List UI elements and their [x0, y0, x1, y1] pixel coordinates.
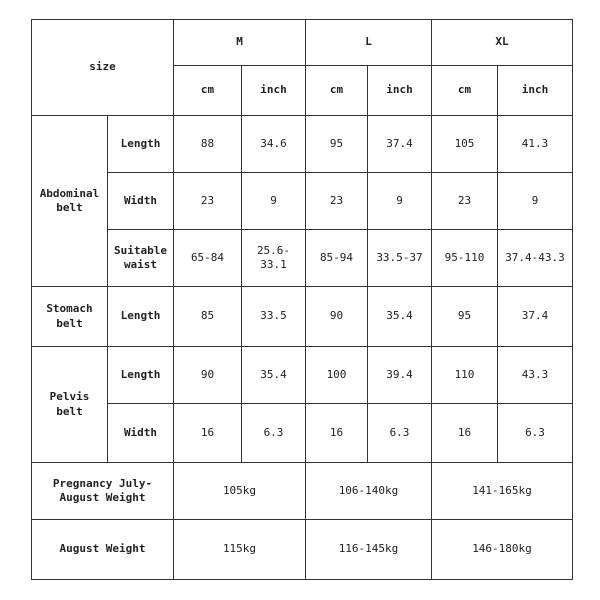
table-cell: 39.4 — [368, 347, 432, 404]
table-cell: 115kg — [174, 520, 306, 580]
table-cell: 100 — [306, 347, 368, 404]
size-header-xl: XL — [432, 20, 573, 66]
table-row — [32, 520, 573, 580]
table-cell: 141-165kg — [432, 463, 573, 520]
table-cell: 88 — [174, 116, 242, 173]
table-cell: 105kg — [174, 463, 306, 520]
table-cell: 16 — [174, 404, 242, 463]
size-chart-table — [31, 19, 573, 580]
table-cell: 41.3 — [498, 116, 573, 173]
table-cell: 34.6 — [242, 116, 306, 173]
unit-header: inch — [368, 66, 432, 116]
table-cell: 95 — [306, 116, 368, 173]
table-cell: 43.3 — [498, 347, 573, 404]
table-cell: 37.4 — [368, 116, 432, 173]
table-row — [32, 116, 573, 173]
table-cell: 65-84 — [174, 230, 242, 287]
measure-label: Width — [108, 173, 174, 230]
measure-label: Length — [108, 116, 174, 173]
table-cell: 25.6-33.1 — [242, 230, 306, 287]
pelvis-belt-label: Pelvis belt — [32, 347, 108, 463]
measure-label: Length — [108, 287, 174, 347]
table-cell: 85 — [174, 287, 242, 347]
unit-header: cm — [174, 66, 242, 116]
table-row — [32, 173, 573, 230]
table-cell: 85-94 — [306, 230, 368, 287]
table-row — [32, 463, 573, 520]
table-cell: 90 — [306, 287, 368, 347]
unit-header: inch — [242, 66, 306, 116]
table-cell: 23 — [432, 173, 498, 230]
table-cell: 6.3 — [498, 404, 573, 463]
table-cell: 37.4 — [498, 287, 573, 347]
header-row-sizes — [32, 20, 573, 66]
measure-label: Length — [108, 347, 174, 404]
table-cell: 110 — [432, 347, 498, 404]
table-row — [32, 347, 573, 404]
table-cell: 16 — [306, 404, 368, 463]
abdominal-belt-label: Abdominal belt — [32, 116, 108, 287]
table-cell: 33.5-37 — [368, 230, 432, 287]
table-cell: 106-140kg — [306, 463, 432, 520]
table-cell: 33.5 — [242, 287, 306, 347]
table-cell: 16 — [432, 404, 498, 463]
table-cell: 116-145kg — [306, 520, 432, 580]
unit-header: cm — [306, 66, 368, 116]
stomach-belt-label: Stomach belt — [32, 287, 108, 347]
table-cell: 23 — [306, 173, 368, 230]
table-cell: 105 — [432, 116, 498, 173]
size-header-m: M — [174, 20, 306, 66]
weight-label: Pregnancy July-August Weight — [32, 463, 174, 520]
unit-header: cm — [432, 66, 498, 116]
table-cell: 23 — [174, 173, 242, 230]
table-cell: 9 — [498, 173, 573, 230]
unit-header: inch — [498, 66, 573, 116]
measure-label: Suitable waist — [108, 230, 174, 287]
table-cell: 95-110 — [432, 230, 498, 287]
size-corner-label: size — [32, 20, 174, 116]
table-cell: 95 — [432, 287, 498, 347]
table-row — [32, 404, 573, 463]
table-cell: 35.4 — [368, 287, 432, 347]
table-cell: 9 — [242, 173, 306, 230]
table-cell: 6.3 — [368, 404, 432, 463]
table-cell: 6.3 — [242, 404, 306, 463]
table-cell: 35.4 — [242, 347, 306, 404]
table-cell: 9 — [368, 173, 432, 230]
table-row — [32, 230, 573, 287]
table-cell: 90 — [174, 347, 242, 404]
measure-label: Width — [108, 404, 174, 463]
table-row — [32, 287, 573, 347]
weight-label: August Weight — [32, 520, 174, 580]
size-header-l: L — [306, 20, 432, 66]
table-cell: 146-180kg — [432, 520, 573, 580]
table-cell: 37.4-43.3 — [498, 230, 573, 287]
